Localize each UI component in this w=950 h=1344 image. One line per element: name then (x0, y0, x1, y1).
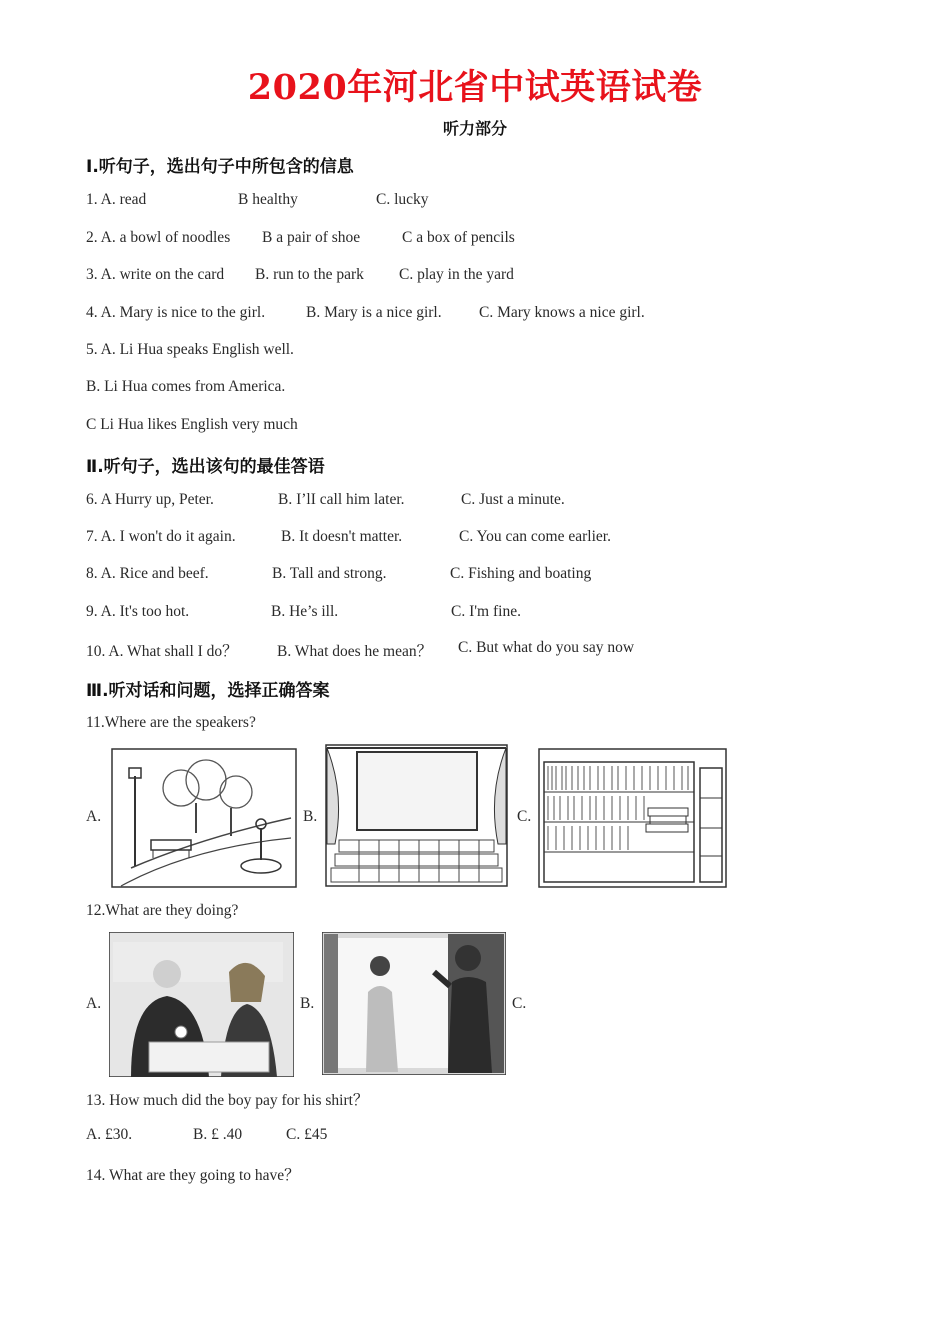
section-3-heading: Ⅲ.听对话和问题，选择正确答案 (86, 681, 330, 701)
park-picture (111, 748, 297, 888)
q8-option-b: B. Tall and strong. (272, 565, 387, 582)
section-heading-listening: 听力部分 (442, 119, 507, 138)
q5-option-b: B. Li Hua comes from America. (86, 378, 286, 395)
q2-option-a: 2. A. a bowl of noodles (86, 229, 231, 246)
q14-question: 14. What are they going to have？ (86, 1167, 300, 1184)
q13-question: 13. How much did the boy pay for his shirt？ (86, 1092, 369, 1109)
section-1-heading: Ⅰ.听句子，选出句子中所包含的信息 (86, 157, 354, 177)
q5-option-c: C Li Hua likes English very much (86, 416, 298, 433)
q11-option-c: C. (517, 808, 532, 825)
q12-question: 12.What are they doing? (86, 902, 239, 919)
q4-option-a: 4. A. Mary is nice to the girl. (86, 304, 266, 321)
q12-option-c: C. (512, 995, 527, 1012)
q11-question: 11.Where are the speakers? (86, 714, 256, 731)
q3-option-a: 3. A. write on the card (86, 266, 225, 283)
q5-option-a: 5. A. Li Hua speaks English well. (86, 341, 294, 358)
q7-option-a: 7. A. I won't do it again. (86, 528, 236, 545)
q10-option-a: 10. A. What shall I do？ (86, 643, 238, 660)
q1-option-a: 1. A. read (86, 191, 147, 208)
q9-option-c: C. I'm fine. (451, 603, 521, 620)
q4-option-c: C. Mary knows a nice girl. (479, 304, 645, 321)
q6-option-c: C. Just a minute. (461, 491, 565, 508)
q13-option-c: C. £45 (286, 1126, 328, 1143)
q6-option-b: B. I’lI call him later. (278, 491, 405, 508)
library-picture (538, 748, 727, 888)
q9-option-b: B. He’s ill. (271, 603, 339, 620)
section-2-heading: Ⅱ.听句子，选出该句的最佳答语 (86, 457, 325, 477)
q7-option-b: B. It doesn't matter. (281, 528, 403, 545)
classroom-picture (322, 932, 506, 1075)
q12-option-b: B. (300, 995, 315, 1012)
q13-option-b: B. £ .40 (193, 1126, 243, 1143)
q3-option-c: C. play in the yard (399, 266, 514, 283)
q12-option-a: A. (86, 995, 102, 1012)
people-talking-picture (109, 932, 294, 1077)
q10-option-c: C. But what do you say now (458, 639, 635, 656)
q1-option-b: B healthy (238, 191, 298, 208)
q8-option-a: 8. A. Rice and beef. (86, 565, 209, 582)
q9-option-a: 9. A. It's too hot. (86, 603, 190, 620)
q2-option-c: C a box of pencils (402, 229, 515, 246)
cinema-picture (325, 744, 508, 887)
q4-option-b: B. Mary is a nice girl. (306, 304, 442, 321)
page-title: 2020年河北省中试英语试卷 (247, 67, 703, 108)
q8-option-c: C. Fishing and boating (450, 565, 592, 582)
q2-option-b: B a pair of shoe (262, 229, 361, 246)
q1-option-c: C. lucky (376, 191, 429, 208)
q6-option-a: 6. A Hurry up, Peter. (86, 491, 214, 508)
q10-option-b: B. What does he mean？ (277, 643, 433, 660)
q7-option-c: C. You can come earlier. (459, 528, 611, 545)
q11-option-a: A. (86, 808, 102, 825)
q11-option-b: B. (303, 808, 318, 825)
q13-option-a: A. £30. (86, 1126, 133, 1143)
q3-option-b: B. run to the park (255, 266, 364, 283)
